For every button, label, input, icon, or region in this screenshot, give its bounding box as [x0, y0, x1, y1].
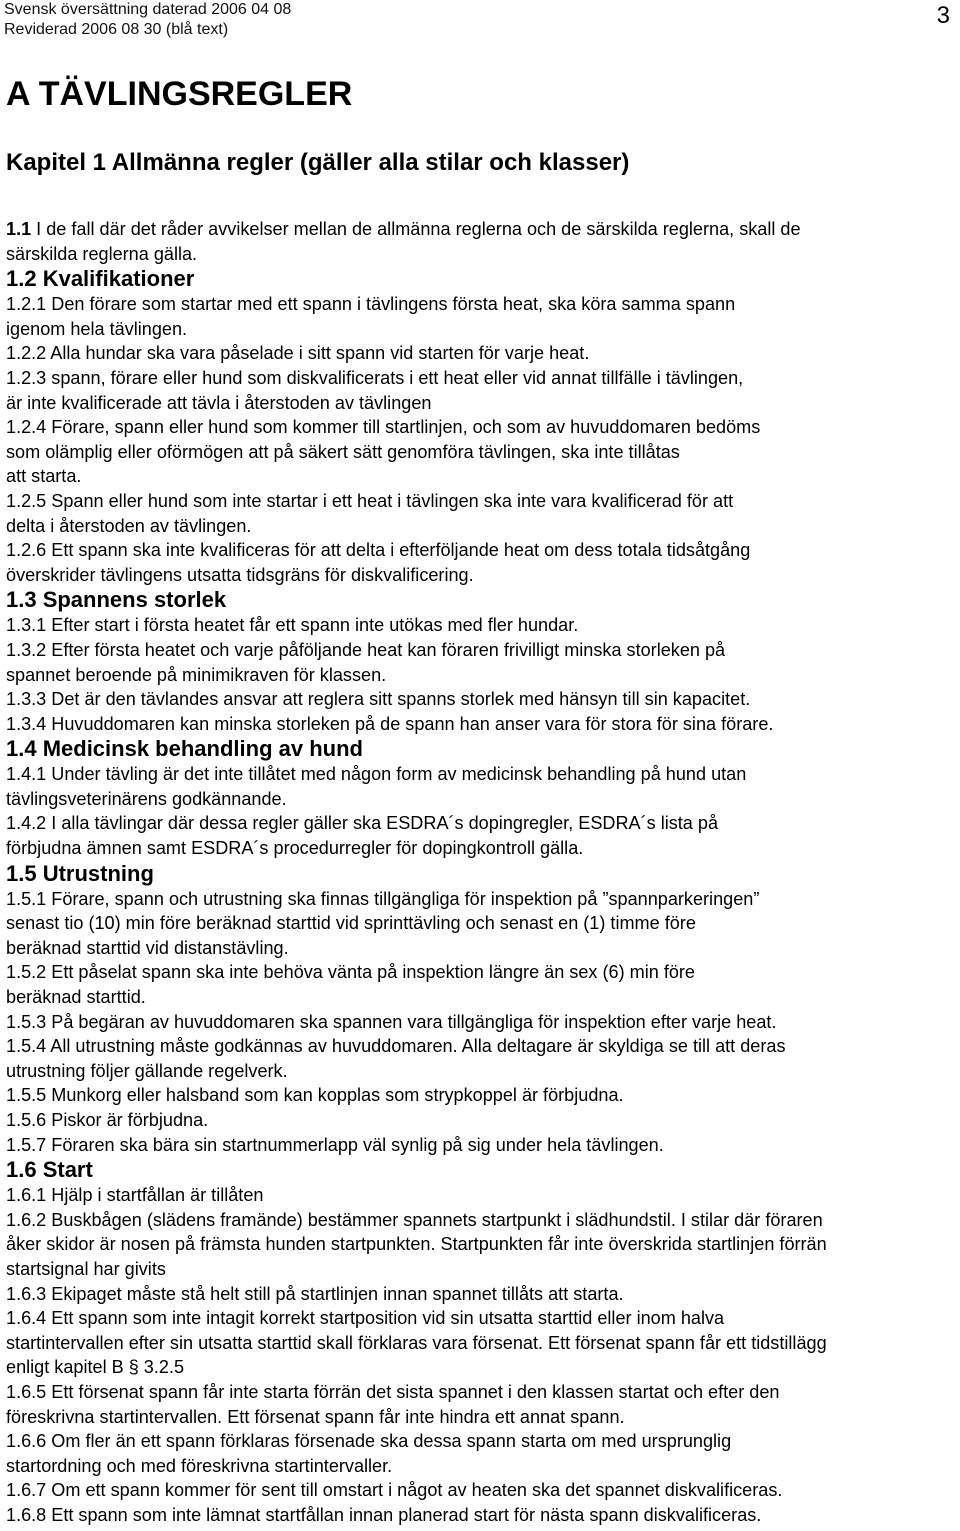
rule-line: 1.6.7 Om ett spann kommer för sent till omstart i något av heaten ska det spannet diskvalificeras.	[6, 1480, 783, 1501]
rule-line: 1.5.6 Piskor är förbjudna.	[6, 1110, 209, 1130]
section-heading: 1.3 Spannens storlek	[6, 587, 227, 613]
rule-paragraph	[6, 1306, 956, 1380]
rule-line: 1.5.1 Förare, spann och utrustning ska finnas tillgängliga för inspektion på ”spannparkeringen”	[6, 888, 760, 909]
document-body	[6, 217, 956, 1528]
rule-paragraph	[6, 1108, 956, 1133]
rule-line: spannet beroende på minimikraven för klassen.	[6, 664, 387, 685]
rule-line: 1.6.4 Ett spann som inte intagit korrekt startposition vid sin utsatta starttid eller inom halva	[6, 1308, 725, 1329]
section-heading: 1.2 Kvalifikationer	[6, 266, 195, 292]
rule-line: 1.5.5 Munkorg eller halsband som kan kopplas som strypkoppel är förbjudna.	[6, 1085, 624, 1106]
rule-paragraph	[6, 489, 956, 538]
rule-line: åker skidor är nosen på främsta hunden startpunkten. Startpunkten får inte överskrida startlinjen förrän	[6, 1234, 827, 1255]
chapter-heading: Kapitel 1 Allmänna regler (gäller alla stilar och klasser)	[6, 149, 630, 176]
rule-paragraph	[6, 1380, 956, 1429]
rule-paragraph	[6, 1133, 956, 1158]
rule-line: särskilda reglerna gälla.	[6, 243, 198, 264]
page-title: A TÄVLINGSREGLER	[6, 75, 353, 113]
rule-line: tävlingsveterinärens godkännande.	[6, 788, 287, 809]
rule-paragraph	[6, 1478, 956, 1503]
rule-line: igenom hela tävlingen.	[6, 318, 188, 339]
rule-paragraph	[6, 341, 956, 366]
rule-line: startintervallen efter sin utsatta starttid skall förklaras vara försenat. Ett försenat spann får ett tidstillägg	[6, 1332, 827, 1353]
rule-paragraph	[6, 1208, 956, 1282]
rule-paragraph	[6, 712, 956, 737]
rule-line: 1.2.4 Förare, spann eller hund som kommer till startlinjen, och som av huvuddomaren bedöms	[6, 417, 761, 438]
rule-line: 1.5.2 Ett påselat spann ska inte behöva vänta på inspektion längre än sex (6) min före	[6, 962, 695, 983]
rule-line: startordning och med föreskrivna startintervaller.	[6, 1455, 393, 1476]
rule-paragraph	[6, 638, 956, 687]
rule-line: 1.2.3 spann, förare eller hund som diskvalificerats i ett heat eller vid annat tillfälle i tävlingen,	[6, 367, 744, 388]
header-revision-date: Reviderad 2006 08 30 (blå text)	[4, 21, 229, 38]
rule-line: delta i återstoden av tävlingen.	[6, 515, 252, 536]
rule-line: 1.3.3 Det är den tävlandes ansvar att reglera sitt spanns storlek med hänsyn till sin kapacitet.	[6, 689, 751, 710]
rule-line: 1.6.6 Om fler än ett spann förklaras försenade ska dessa spann starta om med ursprunglig	[6, 1431, 732, 1452]
rule-paragraph	[6, 887, 956, 961]
document-header	[4, 0, 291, 40]
rule-line: startsignal har givits	[6, 1258, 166, 1279]
rule-paragraph	[6, 366, 956, 415]
rule-line: 1.3.4 Huvuddomaren kan minska storleken på de spann han anser vara för stora för sina förare.	[6, 713, 774, 734]
rule-paragraph	[6, 960, 956, 1009]
header-translation-date: Svensk översättning daterad 2006 04 08	[4, 1, 292, 18]
rule-paragraph	[6, 1183, 956, 1208]
rule-line: utrustning följer gällande regelverk.	[6, 1060, 288, 1081]
rule-line: 1.1 I de fall där det råder avvikelser mellan de allmänna reglerna och de särskilda reglerna, skall de	[6, 219, 801, 239]
rule-paragraph	[6, 613, 956, 638]
rule-line: 1.2.2 Alla hundar ska vara påselade i sitt spann vid starten för varje heat.	[6, 343, 590, 364]
rule-line: som olämplig eller oförmögen att på säkert sätt genomföra tävlingen, ska inte tillåtas	[6, 441, 680, 462]
rule-line: 1.6.3 Ekipaget måste stå helt still på startlinjen innan spannet tillåts att starta.	[6, 1283, 624, 1304]
rule-line: 1.3.2 Efter första heatet och varje påföljande heat kan föraren frivilligt minska storleken på	[6, 639, 726, 660]
rule-line: är inte kvalificerade att tävla i återstoden av tävlingen	[6, 392, 432, 413]
rule-paragraph	[6, 1282, 956, 1307]
rule-line: 1.5.7 Föraren ska bära sin startnummerlapp väl synlig på sig under hela tävlingen.	[6, 1134, 664, 1155]
section-heading: 1.5 Utrustning	[6, 860, 154, 886]
rule-line: beräknad starttid vid distanstävling.	[6, 937, 289, 958]
rule-line: 1.5.4 All utrustning måste godkännas av huvuddomaren. Alla deltagare är skyldiga se till att deras	[6, 1036, 786, 1057]
rule-paragraph	[6, 1034, 956, 1083]
rule-line: 1.6.8 Ett spann som inte lämnat startfållan innan planerad start för nästa spann diskvalificeras.	[6, 1504, 762, 1525]
page-number: 3	[936, 2, 950, 29]
rule-paragraph	[6, 762, 956, 811]
rule-line: 1.2.5 Spann eller hund som inte startar i ett heat i tävlingen ska inte vara kvalificerad för att	[6, 490, 734, 511]
rule-line: 1.4.1 Under tävling är det inte tillåtet med någon form av medicinsk behandling på hund utan	[6, 764, 747, 785]
rule-line: förbjudna ämnen samt ESDRA´s procedurregler för dopingkontroll gälla.	[6, 838, 584, 859]
rule-line: 1.2.6 Ett spann ska inte kvalificeras för att delta i efterföljande heat om dess totala tidsåtgång	[6, 540, 751, 561]
rule-line: att starta.	[6, 466, 82, 487]
rule-line: senast tio (10) min före beräknad starttid vid sprinttävling och senast en (1) timme före	[6, 913, 696, 934]
section-heading: 1.4 Medicinsk behandling av hund	[6, 736, 363, 762]
rule-line: enligt kapitel B § 3.2.5	[6, 1357, 185, 1378]
rule-paragraph	[6, 538, 956, 587]
rule-line: 1.4.2 I alla tävlingar där dessa regler gäller ska ESDRA´s dopingregler, ESDRA´s lista på	[6, 813, 719, 834]
rule-paragraph	[6, 415, 956, 489]
rule-paragraph	[6, 217, 956, 266]
rule-line: 1.6.1 Hjälp i startfållan är tillåten	[6, 1185, 264, 1206]
rule-paragraph	[6, 292, 956, 341]
rule-line: beräknad starttid.	[6, 987, 146, 1008]
rule-paragraph	[6, 687, 956, 712]
rule-line: 1.2.1 Den förare som startar med ett spann i tävlingens första heat, ska köra samma spann	[6, 294, 736, 315]
rule-line: överskrider tävlingens utsatta tidsgräns för diskvalificering.	[6, 564, 474, 585]
rule-paragraph	[6, 1429, 956, 1478]
rule-line: 1.6.2 Buskbågen (slädens framände) bestämmer spannets startpunkt i slädhundstil. I stilar där föraren	[6, 1209, 823, 1230]
rule-paragraph	[6, 811, 956, 860]
section-heading: 1.6 Start	[6, 1157, 93, 1183]
rule-line: 1.5.3 På begäran av huvuddomaren ska spannen vara tillgängliga för inspektion efter varje heat.	[6, 1011, 777, 1032]
rule-paragraph	[6, 1010, 956, 1035]
rule-paragraph	[6, 1083, 956, 1108]
rule-paragraph	[6, 1503, 956, 1528]
rule-line: 1.6.5 Ett försenat spann får inte starta förrän det sista spannet i den klassen startat och efter den	[6, 1381, 780, 1402]
rule-line: föreskrivna startintervallen. Ett försenat spann får inte hindra ett annat spann.	[6, 1406, 625, 1427]
rule-line: 1.3.1 Efter start i första heatet får ett spann inte utökas med fler hundar.	[6, 615, 579, 636]
